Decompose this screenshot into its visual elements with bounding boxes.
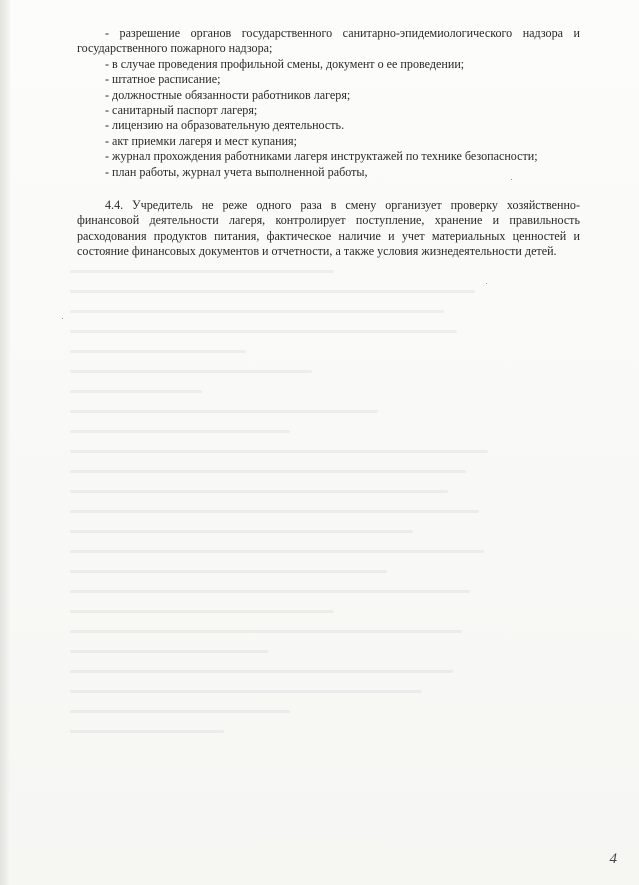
- bullet-item: - акт приемки лагеря и мест купания;: [105, 133, 297, 148]
- bullet-item: - журнал прохождения работниками лагеря инструктажей по технике безопасности;: [105, 149, 538, 164]
- bullet-item: - в случае проведения профильной смены, документ о ее проведении;: [105, 56, 465, 71]
- scan-speck: [511, 179, 512, 180]
- page-number: 4: [609, 851, 617, 867]
- scan-speck: [62, 318, 63, 319]
- scan-speck: [486, 283, 487, 284]
- bullet-item: - лицензию на образовательную деятельность.: [105, 118, 345, 133]
- bullet-item: - должностные обязанности работников лагеря;: [105, 87, 351, 102]
- bullet-item: - штатное расписание;: [105, 72, 221, 87]
- bullet-item: - разрешение органов государственного санитарно-эпидемиологического надзора и государственного пожарного надзора;: [77, 26, 580, 56]
- paragraph-4-4: 4.4. Учредитель не реже одного раза в смену организует проверку хозяйственно-финансовой деятельности лагеря, контролирует поступление, хранение и правильность расходования продуктов питания, фактическое наличие и учет материальных ценностей и состояние финансовых документов и отчетности, а также условия жизнедеятельности детей.: [77, 198, 580, 259]
- binding-shadow: [0, 0, 10, 885]
- document-body: [77, 26, 580, 260]
- bullet-item: - санитарный паспорт лагеря;: [105, 103, 258, 118]
- bullet-item: - план работы, журнал учета выполненной работы,: [105, 164, 368, 179]
- show-through-from-reverse: [70, 270, 510, 810]
